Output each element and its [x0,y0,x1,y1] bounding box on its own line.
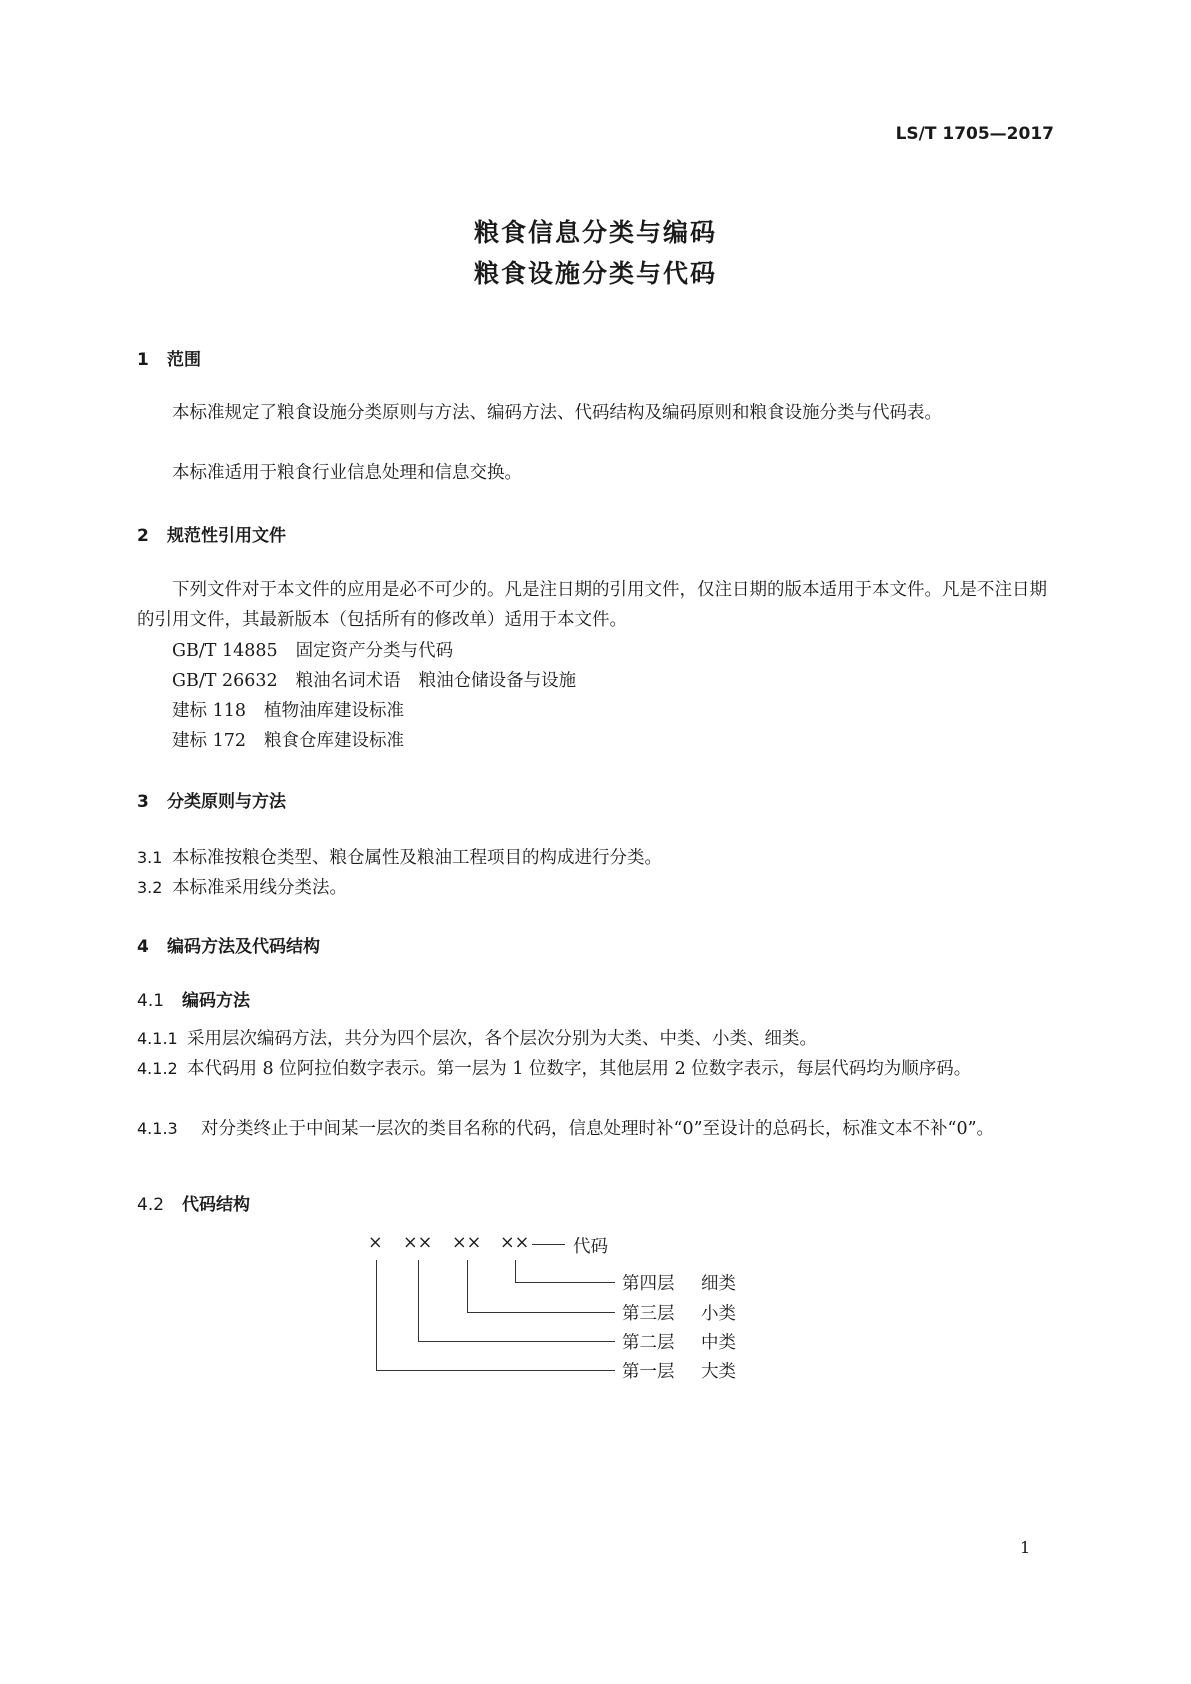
title-line-1: 粮食信息分类与编码 [473,218,717,247]
connector-level-2-vertical [418,1260,419,1341]
clause-4-1-1 [137,1024,1055,1054]
reference-title: 粮食仓库建设标准 [263,731,404,751]
connector-level-4-horizontal [515,1282,615,1283]
reference-code: GB/T 26632 [172,671,278,691]
subsection-number: 4.1 [137,991,165,1011]
connector-level-4-vertical [515,1260,516,1282]
section-4-2-heading [137,1190,250,1215]
subsection-title: 代码结构 [182,1195,250,1215]
section-1-paragraph-1: 本标准规定了粮食设施分类原则与方法、编码方法、代码结构及编码原则和粮食设施分类与代码表。 [172,403,942,423]
subsection-title: 编码方法 [182,991,250,1011]
code-mark-level-1: × [368,1233,383,1253]
reference-item [172,637,453,662]
clause-number: 3.1 [137,848,163,867]
clause-text: 本标准按粮仓类型、粮仓属性及粮油工程项目的构成进行分类。 [172,848,662,868]
reference-code: GB/T 14885 [172,641,278,661]
code-mark-level-4: ×× [500,1233,530,1253]
reference-title: 固定资产分类与代码 [295,641,454,661]
section-4-1-heading [137,986,250,1011]
section-number: 3 [137,792,149,812]
section-title: 分类原则与方法 [167,792,286,812]
level-3-layer: 第三层 [622,1304,675,1324]
section-number: 2 [137,526,149,546]
clause-number: 4.1.3 [137,1119,178,1138]
section-3-heading [137,787,286,812]
level-2-category: 中类 [701,1333,736,1353]
connector-level-3-horizontal [467,1312,615,1313]
level-2-layer: 第二层 [622,1333,675,1353]
section-2-paragraph-1: 下列文件对于本文件的应用是必不可少的。凡是注日期的引用文件，仅注日期的版本适用于本文件。凡是不注日期的引用文件，其最新版本（包括所有的修改单）适用于本文件。 [137,580,1047,630]
reference-item [172,697,404,722]
subsection-number: 4.2 [137,1195,165,1215]
reference-item [172,727,404,752]
section-4-heading [137,932,320,957]
reference-code: 建标 118 [172,701,246,721]
code-mark-level-3: ×× [452,1233,482,1253]
clause-number: 4.1.2 [137,1059,178,1078]
connector-level-3-vertical [467,1260,468,1312]
clause-text: 本代码用 8 位阿拉伯数字表示。第一层为 1 位数字，其他层用 2 位数字表示，每层代码均为顺序码。 [187,1059,972,1079]
clause-number: 4.1.1 [137,1029,178,1048]
section-number: 1 [137,350,149,370]
reference-item [172,667,576,692]
reference-subtitle: 粮油仓储设备与设施 [418,671,577,691]
title-line-2: 粮食设施分类与代码 [473,259,717,288]
page-number: 1 [1020,1538,1031,1557]
section-title: 范围 [167,350,201,370]
level-4-category: 细类 [701,1274,736,1294]
clause-text: 本标准采用线分类法。 [172,878,347,898]
clause-3-2 [137,873,1055,903]
level-4-layer: 第四层 [622,1274,675,1294]
connector-level-2-horizontal [418,1341,615,1342]
clause-4-1-3 [137,1114,1055,1144]
clause-text: 采用层次编码方法，共分为四个层次，各个层次分别为大类、中类、小类、细类。 [187,1029,817,1049]
section-2-heading [137,521,286,546]
section-number: 4 [137,937,149,957]
section-1-heading [137,345,201,370]
code-mark-level-2: ×× [403,1233,433,1253]
standard-code: LS/T 1705—2017 [895,124,1054,144]
connector-level-1-horizontal [376,1370,615,1371]
clause-number: 3.2 [137,878,163,897]
connector-level-1-vertical [376,1260,377,1370]
section-1-paragraph-2: 本标准适用于粮食行业信息处理和信息交换。 [172,463,522,483]
reference-code: 建标 172 [172,731,246,751]
code-label: 代码 [573,1237,608,1257]
clause-4-1-2 [137,1054,1055,1084]
reference-title: 粮油名词术语 [295,671,401,691]
section-title: 规范性引用文件 [167,526,286,546]
clause-text: 对分类终止于中间某一层次的类目名称的代码，信息处理时补“0”至设计的总码长，标准文本不补“0”。 [201,1119,995,1139]
code-label-leader [532,1244,565,1245]
section-title: 编码方法及代码结构 [167,937,320,957]
level-1-layer: 第一层 [622,1362,675,1382]
level-3-category: 小类 [701,1304,736,1324]
level-1-category: 大类 [701,1362,736,1382]
clause-3-1 [137,843,1055,873]
reference-title: 植物油库建设标准 [263,701,404,721]
